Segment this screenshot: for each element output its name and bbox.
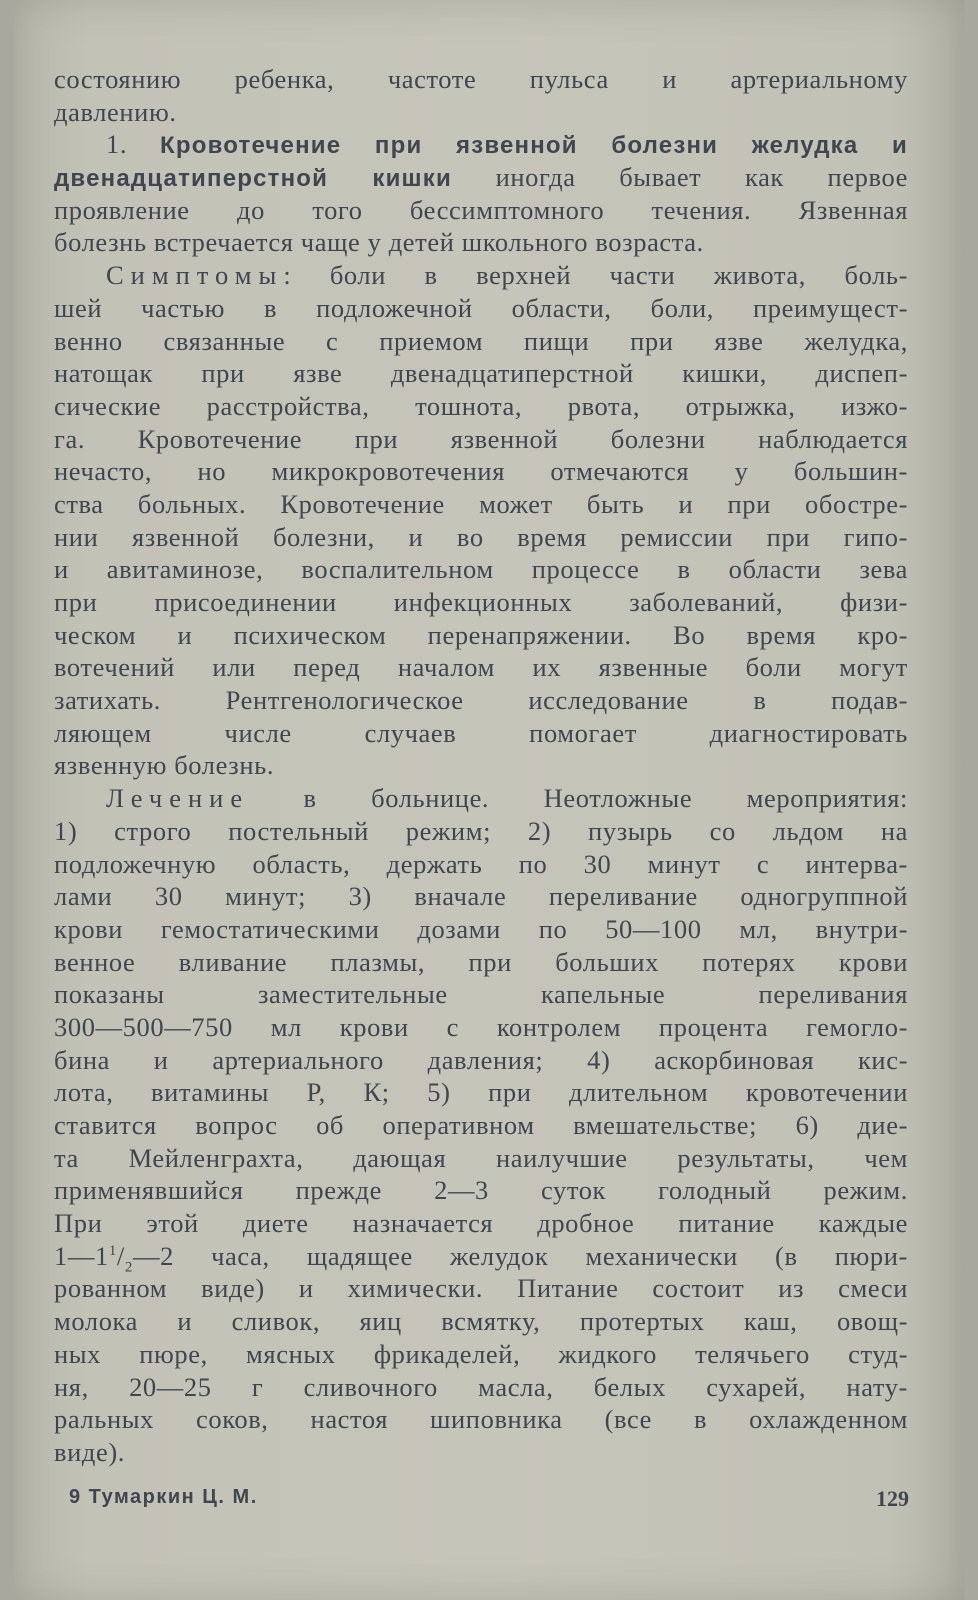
text-line: и авитаминозе, воспалительном процессе в области зева [54, 554, 908, 585]
text-line [54, 782, 908, 815]
section-heading-continued: двенадцатиперстной кишки [54, 165, 452, 193]
text-line: рованном виде) и химически. Питание состоит из смеси [54, 1273, 908, 1304]
text-line: При этой диете назначается дробное питание каждые [54, 1208, 908, 1239]
text-line: ляющем числе случаев помогает диагностировать [54, 717, 908, 748]
book-page [14, 0, 964, 1600]
text-line: га. Кровотечение при язвенной болезни наблюдается [54, 423, 908, 454]
text-line [54, 161, 908, 194]
text-line: нии язвенной болезни, и во время ремиссии при гипо- [54, 521, 908, 552]
text-line: ства больных. Кровотечение может быть и при обостре- [54, 488, 908, 519]
text-run: —2 часа, щадящее желудок механически (в пюри- [133, 1240, 908, 1271]
body-text [54, 63, 908, 1469]
text-line: затихать. Рентгенологическое исследование в подав- [54, 685, 908, 716]
text-line: язвенную болезнь. [54, 750, 275, 781]
text-line: виде). [54, 1436, 125, 1467]
text-line: давлению. [54, 96, 177, 127]
text-line: 1) строго постельный режим; 2) пузырь со льдом на [54, 815, 908, 846]
text-line [54, 259, 908, 292]
text-line: ральных соков, настоя шиповника (все в охлажденном [54, 1404, 908, 1435]
spaced-term-symptoms: Симптомы [106, 260, 284, 291]
text-line: нечасто, но микрокровотечения отмечаются у большин- [54, 456, 908, 487]
text-line: натощак при язве двенадцатиперстной кишки, диспеп- [54, 358, 908, 389]
text-line [54, 1240, 908, 1276]
text-line: шей частью в подложечной области, боли, преимущест- [54, 292, 908, 323]
text-line: та Мейленграхта, дающая наилучшие результаты, чем [54, 1142, 908, 1173]
text-line: бина и артериального давления; 4) аскорбиновая кис- [54, 1044, 908, 1075]
text-line: крови гемостатическими дозами по 50—100 мл, внутри- [54, 913, 908, 944]
text-line: при присоединении инфекционных заболеваний, физи- [54, 587, 908, 617]
text-line: подложечную область, держать по 30 минут с интерва- [54, 848, 908, 879]
text-line: ставится вопрос об оперативном вмешательстве; 6) дие- [54, 1110, 908, 1140]
page-number: 129 [876, 1486, 909, 1511]
text-run: в больнице. Неотложные мероприятия: [249, 783, 908, 814]
text-line: показаны заместительные капельные переливания [54, 979, 908, 1010]
text-line: 300—500—750 мл крови с контролем процента гемогло- [54, 1011, 908, 1042]
signature-mark: 9 Тумаркин Ц. М. [69, 1486, 258, 1508]
text-line: сические расстройства, тошнота, рвота, отрыжка, изжо- [54, 390, 908, 421]
text-line: применявшийся прежде 2—3 суток голодный режим. [54, 1175, 908, 1206]
text-line: венное вливание плазмы, при больших потерях крови [54, 946, 908, 977]
text-run: : боли в верхней части живота, боль- [283, 260, 908, 291]
text-line: лота, витамины Р, К; 5) при длительном кровотечении [54, 1077, 908, 1108]
text-line: лами 30 минут; 3) вначале переливание одногруппной [54, 881, 908, 912]
text-run: 1—1 [54, 1240, 109, 1271]
text-line: проявление до того бессимптомного течения. Язвенная [54, 194, 908, 225]
fraction-slash: / [116, 1240, 125, 1271]
text-line: болезнь встречается чаще у детей школьного возраста. [54, 227, 704, 258]
section-heading: Кровотечение при язвенной болезни желудка и [160, 132, 908, 160]
text-line: ческом и психическом перенапряжении. Во время кро- [54, 619, 908, 650]
text-line: молока и сливок, яиц всмятку, протертых каш, овощ- [54, 1306, 908, 1337]
fraction-denominator: 2 [124, 1259, 133, 1276]
text-line: состоянию ребенка, частоте пульса и артериальному [54, 64, 908, 94]
spaced-term-treatment: Лечение [106, 783, 250, 814]
text-line: ня, 20—25 г сливочного масла, белых сухарей, нату- [54, 1371, 908, 1402]
text-line: вотечений или перед началом их язвенные боли могут [54, 652, 908, 683]
text-line: венно связанные с приемом пищи при язве желудка, [54, 325, 908, 356]
text-line: ных пюре, мясных фрикаделей, жидкого телячьего студ- [54, 1338, 908, 1369]
list-number: 1. [106, 129, 161, 160]
text-run: иногда бывает как первое [451, 162, 908, 193]
fraction-numerator: 1 [108, 1242, 117, 1259]
text-line [54, 128, 908, 161]
